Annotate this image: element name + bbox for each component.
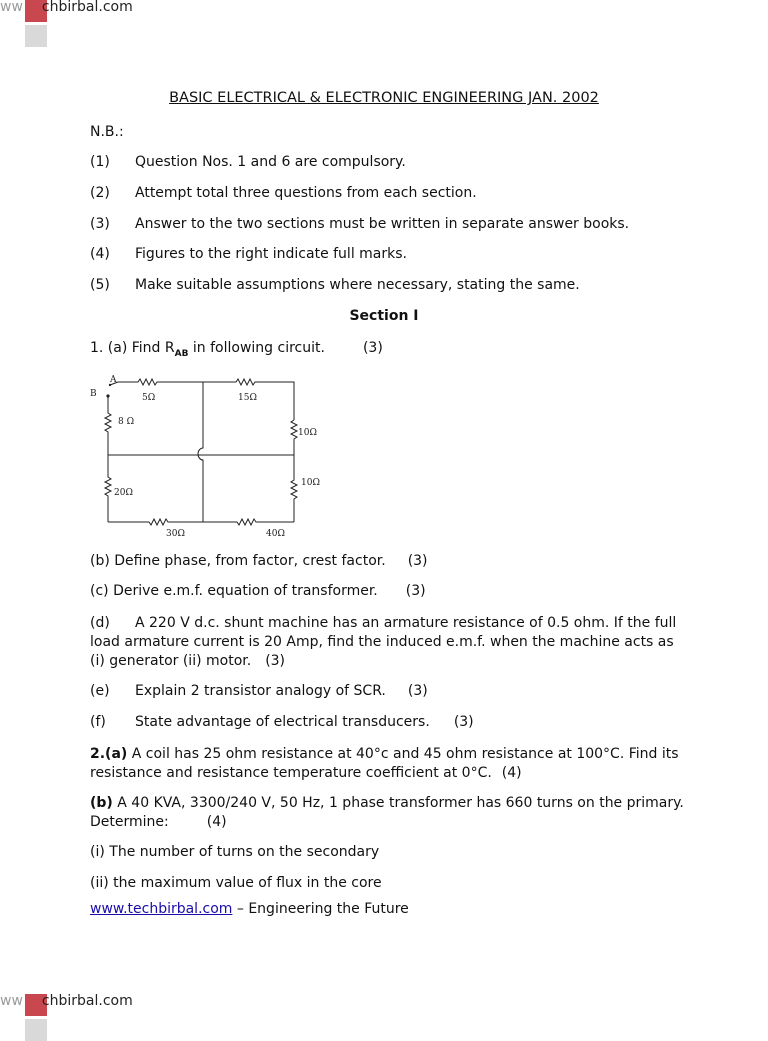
watermark-grey-block xyxy=(25,1019,47,1041)
question-1f: (f) State advantage of electrical transducers. (3) xyxy=(90,714,474,730)
circuit-diagram xyxy=(88,372,333,542)
watermark-text: ww chbirbal.com xyxy=(0,0,133,15)
instruction-1: (1) Question Nos. 1 and 6 are compulsory. xyxy=(90,154,406,170)
instruction-4: (4) Figures to the right indicate full marks. xyxy=(90,246,407,262)
resistor-label-5ohm: 5Ω xyxy=(142,393,156,403)
watermark-bottom xyxy=(0,994,200,1040)
resistor-label-40ohm: 40Ω xyxy=(266,529,285,539)
document-title: BASIC ELECTRICAL & ELECTRONIC ENGINEERING JAN. 2002 xyxy=(169,90,599,106)
instruction-2: (2) Attempt total three questions from each section. xyxy=(90,185,477,201)
question-2b-i: (i) The number of turns on the secondary xyxy=(90,844,380,860)
resistor-label-20ohm: 20Ω xyxy=(114,488,133,498)
question-1c: (c) Derive e.m.f. equation of transformer. (3) xyxy=(90,583,426,599)
watermark-text: ww chbirbal.com xyxy=(0,993,133,1009)
question-1e: (e) Explain 2 transistor analogy of SCR. (3) xyxy=(90,683,428,699)
nb-label: N.B.: xyxy=(90,124,124,140)
section-heading: Section I xyxy=(349,308,419,324)
node-b-label: B xyxy=(90,389,97,399)
question-1d: (d) A 220 V d.c. shunt machine has an armature resistance of 0.5 ohm. If the full load armature current is 20 Amp, find the induced e.m.f. when the machine acts as (i) generator (ii) motor. (3) xyxy=(90,615,677,669)
question-1a: 1. (a) Find $R_{AB}$ in following circuit. (3) xyxy=(90,340,383,359)
question-2b-ii: (ii) the maximum value of flux in the core xyxy=(90,875,382,891)
instruction-5: (5) Make suitable assumptions where necessary, stating the same. xyxy=(90,277,580,293)
question-2b: (b) A 40 KVA, 3300/240 V, 50 Hz, 1 phase transformer has 660 turns on the primary. Determine: (4) xyxy=(90,795,684,830)
footer-link[interactable]: www.techbirbal.com xyxy=(90,901,233,917)
footer-tagline: – Engineering the Future xyxy=(232,901,409,917)
resistor-label-15ohm: 15Ω xyxy=(238,393,257,403)
watermark-grey-block xyxy=(25,25,47,47)
resistor-label-8ohm: 8 Ω xyxy=(118,417,135,427)
resistor-label-10ohm-2: 10Ω xyxy=(301,478,320,488)
question-1b: (b) Define phase, from factor, crest factor. (3) xyxy=(90,553,428,569)
node-a-label: A xyxy=(110,375,117,385)
resistor-label-30ohm: 30Ω xyxy=(166,529,185,539)
watermark-top xyxy=(0,0,200,46)
instruction-3: (3) Answer to the two sections must be written in separate answer books. xyxy=(90,216,630,232)
footer-line xyxy=(90,901,409,917)
resistor-label-10ohm-1: 10Ω xyxy=(298,428,317,438)
question-2a: 2.(a) A coil has 25 ohm resistance at 40°c and 45 ohm resistance at 100°C. Find its resistance and resistance temperature coefficient at 0°C. (4) xyxy=(90,746,679,781)
